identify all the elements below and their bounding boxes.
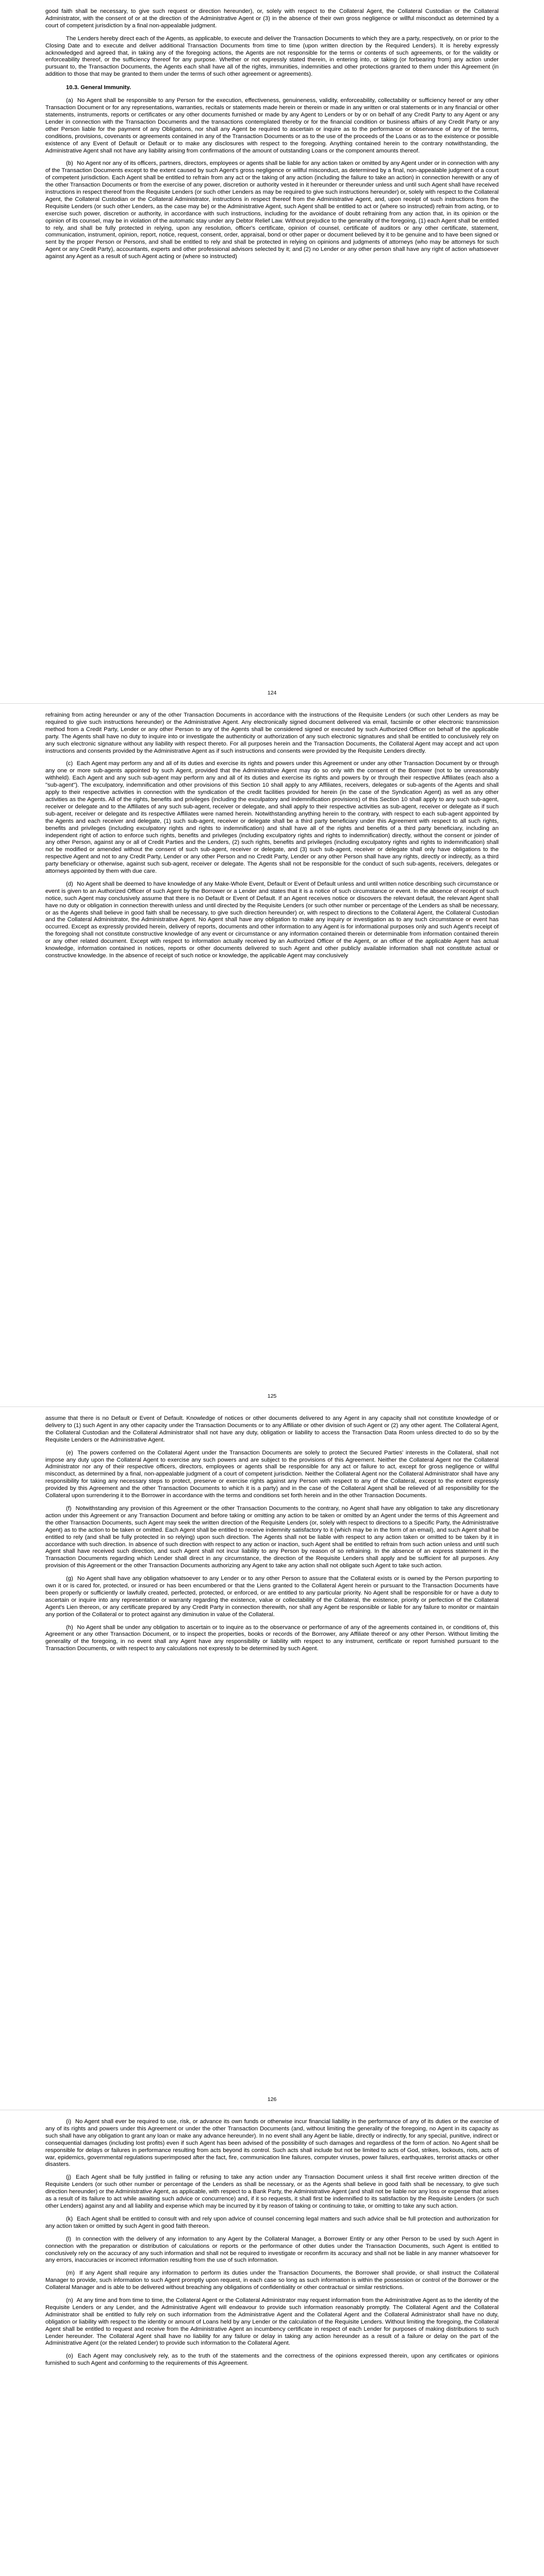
paragraph-10-3-g bbox=[45, 1575, 499, 1618]
document-page-124 bbox=[0, 0, 544, 703]
clause-number: (l) bbox=[66, 2235, 72, 2242]
clause-number: (h) bbox=[66, 1624, 73, 1631]
clause-text: The powers conferred on the Collateral Agent under the Transaction Documents are solely to protect the Secured Parties' interests in the Collateral, shall not impose any duty upon the Collateral Agent to exercise any such powers and are subject to the provisions of this Agreement. Neither the Collateral Agent nor the Collateral Administrator nor any of their respective officers, directors, employees or agents shall be responsible for any act or failure to act, except for gross negligence or willful misconduct, as determined by a final, non-appealable judgment of a court of competent jurisdiction. Neither the Collateral Agent nor the Collateral Administrator shall have any responsibility for taking any necessary steps to protect, preserve or exercise rights against any Person with respect to any of the Collateral, except to the extent expressly provided by this Agreement and the other Transaction Documents to which it is a party) and in the case of the Collateral Agent shall be relieved of all responsibility for the Collateral upon surrendering it to the Borrower in accordance with the terms and conditions set forth herein and in the other Transaction Documents. bbox=[45, 1449, 499, 1499]
paragraph-10-3-o bbox=[45, 2353, 499, 2367]
clause-number: (c) bbox=[66, 760, 73, 767]
clause-number: (e) bbox=[66, 1449, 73, 1456]
paragraph-10-3-b bbox=[45, 160, 499, 261]
clause-text: No Agent shall ever be required to use, risk, or advance its own funds or otherwise incur financial liability in the performance of any of its duties or the exercise of any of its rights and powers under this Agreement or under the other Transaction Documents (and, without limiting the generality of the foregoing, no Agent in its capacity as such shall have any obligation to grant any loan or make any advance hereunder). In no event shall any Agent be liable, directly or indirectly, for any special, punitive, indirect or consequential damages (including lost profits) even if such Agent has been advised of the possibility of such damages and regardless of the form of action. No Agent shall be responsible for delays or failures in performance resulting from acts beyond its control. Such acts shall include but not be limited to acts of God, strikes, lockouts, riots, acts of war, epidemics, governmental regulations superimposed after the fact, fire, communication line failures, computer viruses, power failures, earthquakes, terrorist attacks or other disasters. bbox=[45, 2119, 499, 2168]
paragraph-10-3-h bbox=[45, 1624, 499, 1653]
paragraph-continuation: good faith shall be necessary, to give such request or direction hereunder), or, solely with respect to the Collateral Agent, the Collateral Custodian or the Collateral Administrator, with the consent of or at the direction of the Administrative Agent or (3) in the absence of their own gross negligence or willful misconduct as determined by a court of competent jurisdiction by a final non-appealable judgment. bbox=[45, 8, 499, 29]
clause-text: Each Agent may conclusively rely, as to the truth of the statements and the correctness of the opinions expressed therein, upon any certificates or opinions furnished to such Agent and conforming to the requirements of this Agreement. bbox=[45, 2353, 499, 2367]
clause-number: (o) bbox=[66, 2353, 73, 2360]
document-page-125 bbox=[0, 703, 544, 1406]
clause-number: (n) bbox=[66, 2297, 73, 2304]
clause-number: (k) bbox=[66, 2215, 73, 2222]
clause-text: Each Agent may perform any and all of its duties and exercise its rights and powers under this Agreement or under any other Transaction Document by or through any one or more sub-agents appointed by such Agent, provided that the Administrative Agent may do so only with the consent of the Borrower (not to be unreasonably withheld). Each Agent and any such sub-agent may perform any and all of its duties and exercise its rights and powers by or through their respective Affiliates (each also a "sub-agent"). The exculpatory, indemnification and other provisions of this Section 10 shall apply to any Affiliates, receivers, delegates or sub-agents of the Agents and shall apply to their respective activities in connection with the syndication of the credit facilities provided for herein (in the case of the Syndication Agent) as well as any other activities as the Agents. All of the rights, benefits and privileges (including the exculpatory and indemnification provisions) of this Section 10 shall apply to any such sub-agent, receiver or delegate and to the Affiliates of any such sub-agent, receiver or delegate, and shall apply to their respective activities as sub-agent, receiver or delegate as if such sub-agent, receiver or delegate and its respective Affiliates were named herein. Notwithstanding anything herein to the contrary, with respect to each sub-agent appointed by the Agents and each receiver and delegate, (1) such sub-agent, receiver or delegate shall be a third party beneficiary under this Agreement with respect to all such rights, benefits and privileges (including exculpatory rights and rights to indemnification) and shall have all of the rights and benefits of a third party beneficiary, including an independent right of action to enforce such rights, benefits and privileges (including exculpatory rights and rights to indemnification) directly, without the consent or joinder of any other Person, against any or all of Credit Parties and the Lenders, (2) such rights, benefits and privileges (including exculpatory rights and rights to indemnification) shall not be modified or amended without the consent of such sub-agent, receiver or delegate, and (3) such sub-agent, receiver or delegate shall only have obligations to the respective Agent and not to any Credit Party, Lender or any other Person and no Credit Party, Lender or any other Person shall have any rights, directly or indirectly, as a third party beneficiary or otherwise, against such sub-agent, receiver or delegate. The Agents shall not be responsible for the conduct of such sub-agents, receivers, delegates or attorneys appointed by them with due care. bbox=[45, 760, 499, 875]
clause-number: (d) bbox=[66, 880, 73, 887]
clause-number: (b) bbox=[66, 160, 73, 167]
clause-number: (j) bbox=[66, 2174, 72, 2181]
paragraph-10-3-m bbox=[45, 2270, 499, 2292]
paragraph-10-3-k bbox=[45, 2216, 499, 2230]
clause-number: (g) bbox=[66, 1575, 73, 1582]
paragraph-10-3-l bbox=[45, 2236, 499, 2265]
paragraph-10-3-f bbox=[45, 1505, 499, 1570]
page-number: 126 bbox=[267, 2096, 277, 2103]
paragraph-10-3-a bbox=[45, 97, 499, 155]
page-number: 124 bbox=[267, 690, 277, 696]
clause-text: No Agent shall be under any obligation to ascertain or to inquire as to the observance or performance of any of the agreements contained in, or conditions of, this Agreement or any other Transaction Document, or to inspect the properties, books or records of the Borrower, any Affiliate thereof or any other Person. Without limiting the generality of the foregoing, in no event shall any Agent have any responsibility or liability with respect to any instrument, certificate or report furnished pursuant to the Transaction Documents, or with respect to any calculations not expressly to be determined by such Agent. bbox=[45, 1624, 499, 1652]
paragraph-10-3-e bbox=[45, 1450, 499, 1500]
paragraph-lenders-direction: The Lenders hereby direct each of the Agents, as applicable, to execute and deliver the Transaction Documents to which they are a party, respectively, on or prior to the Closing Date and to execute and deliver additional Transaction Documents from time to time (upon written direction by the Required Lenders). It is hereby expressly acknowledged and agreed that, in taking any of the foregoing actions, the Agents are not responsible for the terms or contents of such agreements, or for the validity or enforceability thereof, or the sufficiency thereof for any purpose. Whether or not expressly stated therein, in entering into, or taking (or forbearing from) any action under pursuant to, the Transaction Documents, the Agents each shall have all of the rights, immunities, indemnities and other protections granted to them under this Agreement (in addition to those that may be granted to them under the terms of such other agreement or agreements). bbox=[45, 35, 499, 78]
document-page-127 bbox=[0, 2110, 544, 2576]
clause-text: No Agent nor any of its officers, partners, directors, employees or agents shall be liable for any action taken or omitted by any Agent under or in connection with any of the Transaction Documents except to the extent caused by such Agent's gross negligence or willful misconduct, as determined by a final, non-appealable judgment of a court of competent jurisdiction. Each Agent shall be entitled to refrain from any act or the taking of any action (including the failure to take an action) in connection herewith or any of the other Transaction Documents or from the exercise of any power, discretion or authority vested in it hereunder or thereunder unless and until such Agent shall have received instructions in respect thereof from the Requisite Lenders (or such other Lenders as may be required to give such instructions hereunder) or, solely with respect to the Collateral Agent, the Collateral Custodian or the Collateral Administrator, instructions in respect thereof from the Administrative Agent, and, upon receipt of such instructions from the Requisite Lenders (or such other Lenders, as the case may be) or the Administrative Agent, such Agent shall be entitled to act or (where so instructed) refrain from acting, or to exercise such power, discretion or authority, in accordance with such instructions, including for the avoidance of doubt refraining from any action that, in its opinion or the opinion of its counsel, may be in violation of the automatic stay under any Debtor Relief Law. Without prejudice to the generality of the foregoing, (1) each Agent shall be entitled to rely, and shall be fully protected in relying, upon any resolution, officer's certificate, opinion of counsel, certificate of auditors or any other certificate, statement, communication, instrument, opinion, report, notice, request, consent, order, appraisal, bond or other paper or document believed by it to be genuine and to have been signed or sent by the proper Person or Persons, and shall be entitled to rely and shall be protected in relying on opinions and judgments of attorneys (who may be attorneys for such Agent or any Credit Party), accountants, experts and other professional advisors selected by it; and (2) no Lender or any other person shall have any right of action whatsoever against any Agent as a result of such Agent acting or (where so instructed) bbox=[45, 160, 499, 260]
clause-text: Notwithstanding any provision of this Agreement or the other Transaction Documents to the contrary, no Agent shall have any obligation to take any discretionary action under this Agreement or any Transaction Document and before taking or omitting any action to be taken or omitted by an Agent under the terms of this Agreement and the other Transaction Documents, such Agent may seek the written direction of the Requisite Lenders (or, solely with respect to directions to a Specific Party, the Administrative Agent) as to the action to be taken or omitted. Each Agent shall be entitled to receive indemnity satisfactory to it (which may be in the form of an email), and such Agent shall be entitled to rely (and shall be fully protected in so relying) upon such direction. The Agents shall not be liable with respect to any action taken or omitted to be taken by it in accordance with such direction. In absence of such direction with respect to any action or inaction, such Agent shall be entitled to refrain from such action unless and until such Agent shall have received such direction, and such Agent shall not incur liability to any Person by reason of so refraining. In the absence of an express statement in the Transaction Documents regarding which Lender shall direct in any circumstance, the direction of the Requisite Lenders shall apply and be sufficient for all purposes. Any provision of this Agreement or the other Transaction Documents authorizing any Agent to take any action shall not obligate such Agent to take such action. bbox=[45, 1505, 499, 1569]
clause-text: In connection with the delivery of any information to any Agent by the Collateral Manager, a Borrower Entity or any other Person to be used by such Agent in connection with the preparation or distribution of calculations or reports or the performance of other duties under the Transaction Documents, such Agent is entitled to conclusively rely on the accuracy of any such information and shall not be required to investigate or reconfirm its accuracy and shall not be liable in any manner whatsoever for any errors, inaccuracies or incorrect information resulting from the use of such information. bbox=[45, 2235, 499, 2264]
document-page-126 bbox=[0, 1406, 544, 2110]
paragraph-10-3-i bbox=[45, 2119, 499, 2168]
clause-text: At any time and from time to time, the Collateral Agent or the Collateral Administrator may request information from the Administrative Agent as to the identity of the Requisite Lenders or any Lender, and the Administrative Agent will endeavour to provide such information reasonably promptly. The Collateral Agent and the Collateral Administrator shall be entitled to fully rely on such information from the Administrative Agent and the Collateral Agent and the Collateral Administrator shall have no duty, obligation or liability with respect to the identity or amount of Loans held by any Lender or the calculation of the Requisite Lenders. Without limiting the foregoing, the Collateral Agent shall be entitled to request and receive from the Administrative Agent an incumbency certificate in respect of each Lender for purposes of making distributions to such Lender hereunder. The Collateral Agent shall have no liability for any failure or delay in taking any action hereunder as a result of a failure or delay on the part of the Administrative Agent (or the related Lender) to provide such information to the Collateral Agent. bbox=[45, 2297, 499, 2347]
page-number: 125 bbox=[267, 1393, 277, 1399]
paragraph-10-3-n bbox=[45, 2297, 499, 2347]
section-heading-general-immunity: 10.3. General Immunity. bbox=[66, 84, 131, 91]
paragraph-10-3-j bbox=[45, 2174, 499, 2210]
paragraph-continuation: refraining from acting hereunder or any of the other Transaction Documents in accordance with the instructions of the Requisite Lenders (or such other Lenders as may be required to give such instructions hereunder) or the Administrative Agent. Any electronically signed document delivered via email, facsimile or other electronic transmission method from a Credit Party, Lender or any other Person to any of the Agents shall be considered signed or executed by such Authorized Officer on behalf of the applicable party. The Agents shall have no duty to inquire into or investigate the authenticity or authorization of any such electronic signatures and shall be entitled to conclusively rely on any such electronic signature without any liability with respect thereto. For all purposes herein and the Transaction Documents, the Collateral Agent may accept and act upon instructions and consents provided by the Administrative Agent as if such instructions and consents were provided by the Requisite Lenders directly. bbox=[45, 712, 499, 754]
clause-text: No Agent shall be deemed to have knowledge of any Make-Whole Event, Default or Event of Default unless and until written notice describing such circumstance or event is given to an Authorized Officer of such Agent by the Borrower or a Lender and states that it is a notice of such circumstance or event. In the absence of receipt of such notice, such Agent may conclusively assume that there is no Default or Event of Default. If an Agent receives notice or discovers the relevant default, the relevant Agent shall have no duty or obligation in connection therewith unless and until directed by the Requisite Lenders (or such other number or percentage of the Lenders as shall be necessary, or as the Agents shall believe in good faith shall be necessary, to give such direction hereunder) or, with respect to directions to the Collateral Agent, the Collateral Custodian and the Collateral Administrator, the Administrative Agent. No Agent shall have any obligation to make any inquiry or investigation as to any such circumstance or event has occurred. Except as expressly provided herein, delivery of reports, documents and other information to any Agent is for informational purposes only and such Agent's receipt of the foregoing shall not constitute constructive knowledge of any event or circumstance or any information contained therein or determinable from information contained therein or any other related document. Except with respect to information actually received by an Authorized Officer of the Agent, or an officer of the applicable Agent has actual knowledge, information contained in notices, reports or other documents delivered to such Agent and other publicly available information shall not constitute actual or constructive knowledge. In the absence of receipt of such notice or knowledge, the applicable Agent may conclusively bbox=[45, 880, 499, 959]
clause-number: (f) bbox=[66, 1505, 72, 1512]
clause-text: If any Agent shall require any information to perform its duties under the Transaction Documents, the Borrower shall provide, or shall instruct the Collateral Manager to provide, such information to such Agent promptly upon request, in each case so long as such information is within the possession or control of the Borrower or the Collateral Manager and is able to be delivered without breaching any obligations of confidentiality or other contractual or similar restrictions. bbox=[45, 2270, 499, 2291]
clause-number: (i) bbox=[66, 2119, 72, 2125]
paragraph-10-3-c bbox=[45, 760, 499, 875]
clause-text: No Agent shall be responsible to any Person for the execution, effectiveness, genuineness, validity, enforceability, collectability or sufficiency hereof or any other Transaction Document or for any representations, warranties, recitals or statements made herein or therein or made in any written or oral statements or in any financial or other statements, instruments, reports or certificates or any other documents furnished or made by any Agent to Lenders or by or on behalf of any Credit Party to any Agent or any Lender in connection with the Transaction Documents and the transactions contemplated thereby or for the financial condition or business affairs of any Credit Party or any other Person liable for the payment of any Obligations, nor shall any Agent be required to ascertain or inquire as to the performance or observance of any of the terms, conditions, provisions, covenants or agreements contained in any of the Transaction Documents or as to the use of the proceeds of the Loans or as to the existence or possible existence of any Event of Default or Default or to make any disclosures with respect to the foregoing. Anything contained herein to the contrary notwithstanding, the Administrative Agent shall not have any liability arising from confirmations of the amount of outstanding Loans or the component amounts thereof. bbox=[45, 97, 499, 154]
clause-number: (a) bbox=[66, 97, 73, 104]
paragraph-10-3-d bbox=[45, 881, 499, 960]
paragraph-continuation: assume that there is no Default or Event of Default. Knowledge of notices or other documents delivered to any Agent in any capacity shall not constitute knowledge of or delivery to (1) such Agent in any other capacity under the Transaction Documents or to any Affiliate or other division of such Agent or (2) any other agent. The Collateral Agent, the Collateral Custodian and the Collateral Administrator shall not have any duty, obligation or liability to access the Transaction Data Room unless directed to do so by the Requisite Lenders or the Administrative Agent. bbox=[45, 1415, 499, 1443]
clause-text: Each Agent shall be entitled to consult with and rely upon advice of counsel concerning legal matters and such advice shall be full protection and authorization for any action taken or omitted by such Agent in good faith thereon. bbox=[45, 2215, 499, 2229]
clause-number: (m) bbox=[66, 2270, 75, 2277]
clause-text: Each Agent shall be fully justified in failing or refusing to take any action under any Transaction Document unless it shall first receive written direction of the Requisite Lenders (or such other number or percentage of the Lenders as shall be necessary, or as the Agents shall believe in good faith shall be necessary, to give such direction hereunder) or the Administrative Agent, as applicable, with respect to a Bank Party, the Administrative Agent (and shall not be liable nor any loss or expense that arises as a result of its failure to act while awaiting such advice or concurrence) and, if it so requests, it shall first be indemnified to its satisfaction by the Requisite Lenders (or such other Lenders) against any and all liability and expense which may be incurred by it by reason of taking or continuing to take, or omitting to take any such action. bbox=[45, 2174, 499, 2209]
clause-text: No Agent shall have any obligation whatsoever to any Lender or to any other Person to assure that the Collateral exists or is owned by the Person purporting to own it or is cared for, protected, or insured or has been encumbered or that the Liens granted to the Collateral Agent herein or pursuant to the Transaction Documents have been properly or sufficiently or lawfully created, perfected, protected, or enforced, or are entitled to any particular priority. No Agent shall be responsible for or have a duty to ascertain or inquire into any representation or warranty regarding the existence, value or collectability of the Collateral, the existence, priority or perfection of the Collateral Agent's Lien thereon, or any certificate prepared by any Credit Party in connection therewith, nor shall any Agent be responsible or liable for any failure to monitor or maintain any portion of the Collateral or to protect against any diminution in value of the Collateral. bbox=[45, 1575, 499, 1618]
